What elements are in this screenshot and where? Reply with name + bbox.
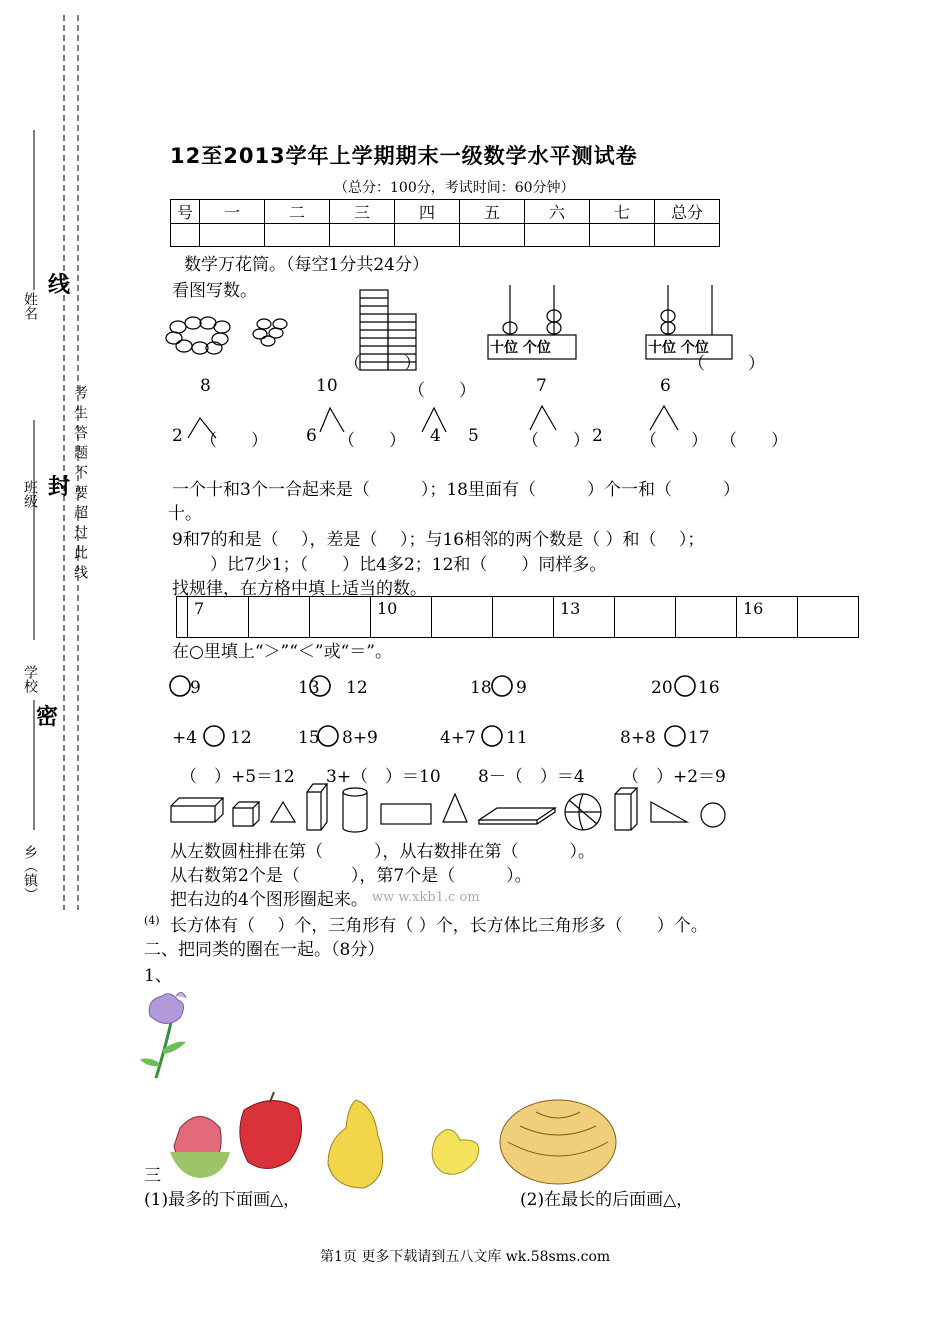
cmp-value: 8+8 (620, 728, 656, 748)
q7d-text: 长方体有（ ）个，三角形有（ ）个，长方体比三角形多（ ）个。 (170, 916, 708, 936)
cmp-value: 4+7 (440, 728, 476, 748)
split-blank: （ ） (522, 431, 590, 451)
split-num: 4 (430, 426, 441, 446)
score-head: 一 (200, 200, 265, 224)
score-input-row[interactable] (171, 224, 720, 247)
seq-cell: 13 (554, 597, 615, 638)
section2-heading: 二、把同类的圈在一起。（8分） (144, 940, 385, 960)
cmp-value: 16 (698, 678, 720, 698)
cmp-value: 17 (688, 728, 710, 748)
cmp-value: 20 (651, 678, 673, 698)
count-answer: 6 (660, 376, 671, 396)
seq-cell[interactable] (432, 597, 493, 638)
sequence-table (176, 596, 859, 638)
page-footer: 第1页 更多下载请到五八文库 wk.58sms.com (320, 1249, 611, 1265)
feng-mark: 封 (48, 475, 71, 500)
score-cell[interactable] (200, 224, 265, 247)
seq-cell: 7 (188, 597, 249, 638)
count-pictures (160, 280, 780, 380)
score-cell[interactable] (590, 224, 655, 247)
cmp-value: 13 (298, 678, 320, 698)
seq-cell[interactable] (615, 597, 676, 638)
score-head: 五 (460, 200, 525, 224)
q5-text: 在○里填上“＞”“＜”或“＝”。 (172, 642, 392, 662)
cmp-value: 9 (190, 678, 201, 698)
score-cell[interactable] (171, 224, 200, 247)
q1-label: 看图写数。 (172, 281, 257, 301)
split-blank: （ ） (720, 431, 788, 451)
class-label: 班级 (22, 480, 38, 508)
score-cell[interactable] (460, 224, 525, 247)
fill-eq: （ ）+2＝9 (622, 767, 726, 787)
q3-text: 9和7的和是（ ），差是（ ）；与16相邻的两个数是（ ）和（ ）； (172, 530, 705, 550)
seq-cell (177, 597, 188, 638)
q7d-number: (4) (144, 914, 160, 927)
count-answer: 10 (316, 376, 338, 396)
cmp-value: 8+9 (342, 728, 378, 748)
score-header-row (171, 200, 720, 224)
seq-cell[interactable] (310, 597, 371, 638)
split-blank: （ ） (640, 431, 708, 451)
q7a-text: 从左数圆柱排在第（ ），从右数排在第（ ）。 (170, 842, 595, 862)
seq-cell[interactable] (493, 597, 554, 638)
abacus-label: 十位 个位 (490, 340, 551, 356)
cmp-value: 12 (346, 678, 368, 698)
shapes-row (165, 780, 735, 840)
score-head: 四 (395, 200, 460, 224)
split-num: 2 (172, 426, 183, 446)
small-paren: ） (404, 354, 421, 374)
score-cell[interactable] (525, 224, 590, 247)
score-table (170, 199, 720, 247)
split-num: 2 (592, 426, 603, 446)
score-cell[interactable] (655, 224, 720, 247)
cmp-value: +4 (172, 728, 198, 748)
split-num: 6 (306, 426, 317, 446)
page-title: 12至2013学年上学期期末一级数学水平测试卷 (170, 144, 638, 168)
fill-eq: （ ）+5＝12 (180, 767, 295, 787)
seq-cell[interactable] (676, 597, 737, 638)
q3-text-cont: ）比7少1；（ ）比4多2；12和（ ）同样多。 (210, 555, 607, 575)
count-answer: 8 (200, 376, 211, 396)
q4-text: 找规律，在方格中填上适当的数。 (172, 579, 427, 599)
q2-text: 一个十和3个一合起来是（ ）；18里面有（ ）个一和（ ） (172, 480, 740, 500)
score-head: 六 (525, 200, 590, 224)
cmp-value: 9 (516, 678, 527, 698)
score-head: 二 (265, 200, 330, 224)
fill-eq: 3+（ ）＝10 (326, 767, 441, 787)
count-answer: （ ） (408, 381, 476, 401)
township-label: 乡（镇） (22, 845, 38, 901)
section1-heading: 数学万花筒。（每空1分共24分） (184, 255, 429, 275)
section3-q1: (1)最多的下面画△， (144, 1190, 301, 1210)
cmp-value: 15 (298, 728, 320, 748)
fill-eq: 8－（ ）＝4 (478, 767, 585, 787)
flower-picture (136, 990, 196, 1085)
section3-q2: (2)在最长的后面画△， (520, 1190, 694, 1210)
split-num: 5 (468, 426, 479, 446)
count-answer: 7 (536, 376, 547, 396)
score-head: 号 (171, 200, 200, 224)
fruits-picture (160, 1080, 630, 1195)
name-label: 姓名 (22, 292, 38, 320)
abacus-label: 十位 个位 (648, 340, 709, 356)
xian-mark: 线 (48, 273, 71, 298)
q2-text-cont: 十。 (168, 504, 202, 524)
school-label: 学校 (22, 665, 38, 693)
score-cell[interactable] (395, 224, 460, 247)
q7b-text: 从右数第2个是（ ），第7个是（ ）。 (170, 866, 532, 886)
section2-q1: 1、 (144, 966, 172, 986)
q7c-text: 把右边的4个图形圈起来。 (170, 890, 368, 910)
seq-cell[interactable] (249, 597, 310, 638)
score-head: 总分 (655, 200, 720, 224)
section3-heading-partial: 三 (144, 1166, 161, 1186)
cmp-value: 18 (470, 678, 492, 698)
mi-mark: 密 (36, 705, 59, 730)
subtitle: （总分：100分，考试时间：60分钟） (334, 180, 575, 196)
split-blank: （ ） (200, 431, 268, 451)
cmp-value: 12 (230, 728, 252, 748)
score-head: 三 (330, 200, 395, 224)
small-paren: （ (688, 354, 705, 374)
small-paren: ） (748, 354, 765, 374)
small-paren: （ (344, 354, 361, 374)
seq-cell: 16 (737, 597, 798, 638)
score-head: 七 (590, 200, 655, 224)
seq-cell: 10 (371, 597, 432, 638)
score-cell[interactable] (330, 224, 395, 247)
split-blank: （ ） (338, 431, 406, 451)
seq-cell[interactable] (798, 597, 859, 638)
watermark: ww w.xkb1.c om (372, 890, 480, 905)
cmp-value: 11 (506, 728, 528, 748)
notice-text: 考生答题不要超过此线 (72, 385, 88, 585)
score-cell[interactable] (265, 224, 330, 247)
